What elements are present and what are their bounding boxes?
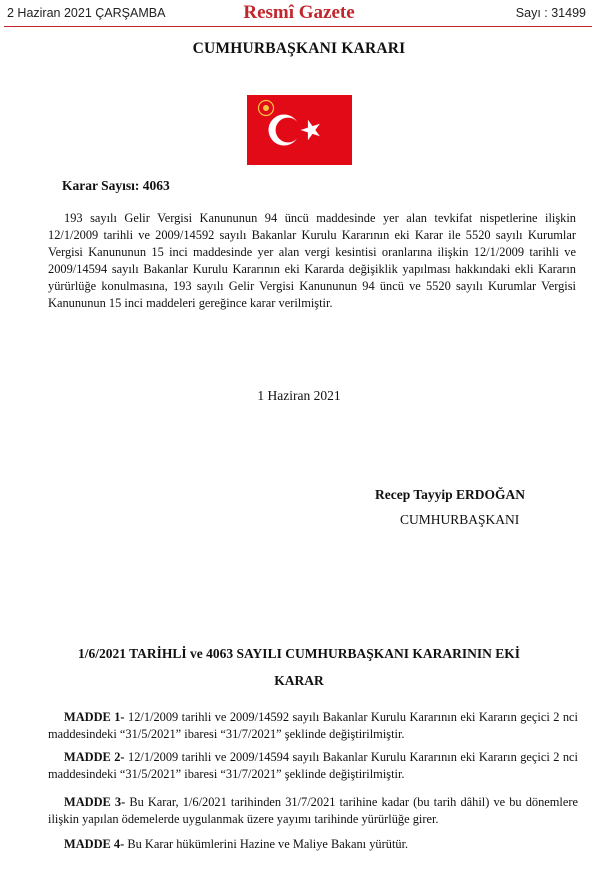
article-1-text: 12/1/2009 tarihli ve 2009/14592 sayılı Bakanlar Kurulu Kararının eki Kararın geçici 2 nci maddesindeki “31/5/2021” ibaresi “31/7/2021” şeklinde değiştirilmiştir.	[48, 710, 578, 741]
decision-number: Karar Sayısı: 4063	[62, 178, 170, 193]
issue-number: Sayı : 31499	[515, 6, 586, 20]
article-3	[48, 794, 578, 828]
page-title: CUMHURBAŞKANI KARARI	[192, 40, 406, 57]
decision-date: 1 Haziran 2021	[257, 388, 341, 403]
annex-title-line-2: KARAR	[274, 673, 324, 688]
article-2-text: 12/1/2009 tarihli ve 2009/14594 sayılı Bakanlar Kurulu Kararının eki Kararın geçici 2 nci maddesindeki “31/5/2021” ibaresi “31/7/2021” şeklinde değiştirilmiştir.	[48, 750, 578, 781]
turkish-flag-icon	[247, 95, 352, 165]
article-3-label: MADDE 3-	[64, 795, 126, 809]
article-1	[48, 709, 578, 743]
header-date: 2 Haziran 2021 ÇARŞAMBA	[7, 6, 166, 20]
article-4	[48, 836, 578, 853]
flag-crescent-inner	[276, 118, 301, 143]
article-2-label: MADDE 2-	[64, 750, 125, 764]
annex-title	[0, 640, 598, 694]
annex-title-line-1: 1/6/2021 TARİHLİ ve 4063 SAYILI CUMHURBAŞKANI KARARININ EKİ	[78, 646, 520, 661]
article-1-label: MADDE 1-	[64, 710, 125, 724]
signatory-title: CUMHURBAŞKANI	[400, 512, 520, 527]
article-2	[48, 749, 578, 783]
article-4-text: Bu Karar hükümlerini Hazine ve Maliye Bakanı yürütür.	[127, 837, 409, 851]
article-4-label: MADDE 4-	[64, 837, 125, 851]
header-divider	[4, 26, 592, 27]
article-3-text: Bu Karar, 1/6/2021 tarihinden 31/7/2021 tarihine kadar (bu tarih dâhil) ve bu dönemlere ilişkin yapılan ödemelerde uygulanmak üzere yayımı tarihinde yürürlüğe girer.	[48, 795, 578, 826]
signatory-name: Recep Tayyip ERDOĞAN	[375, 487, 526, 502]
decision-body-text: 193 sayılı Gelir Vergisi Kanununun 94 üncü maddesinde yer alan tevkifat nispetlerine ilişkin 12/1/2009 tarihli ve 2009/14592 sayılı Bakanlar Kurulu Kararının eki Karar ile 5520 sayılı Kurumlar Vergisi Kanununun 15 inci maddesinde yer alan vergi kesintisi oranlarına ilişkin 12/1/2009 tarihli ve 2009/14594 sayılı Bakanlar Kurulu Kararının eki Kararda değişiklik yapılması hakkındaki ekli Kararın yürürlüğe konulmasına, 193 sayılı Gelir Vergisi Kanununun 94 üncü ve 5520 sayılı Kurumlar Vergisi Kanununun 15 inci maddeleri gereğince karar verilmiştir.	[48, 211, 576, 310]
gazette-name: Resmî Gazete	[243, 2, 355, 23]
